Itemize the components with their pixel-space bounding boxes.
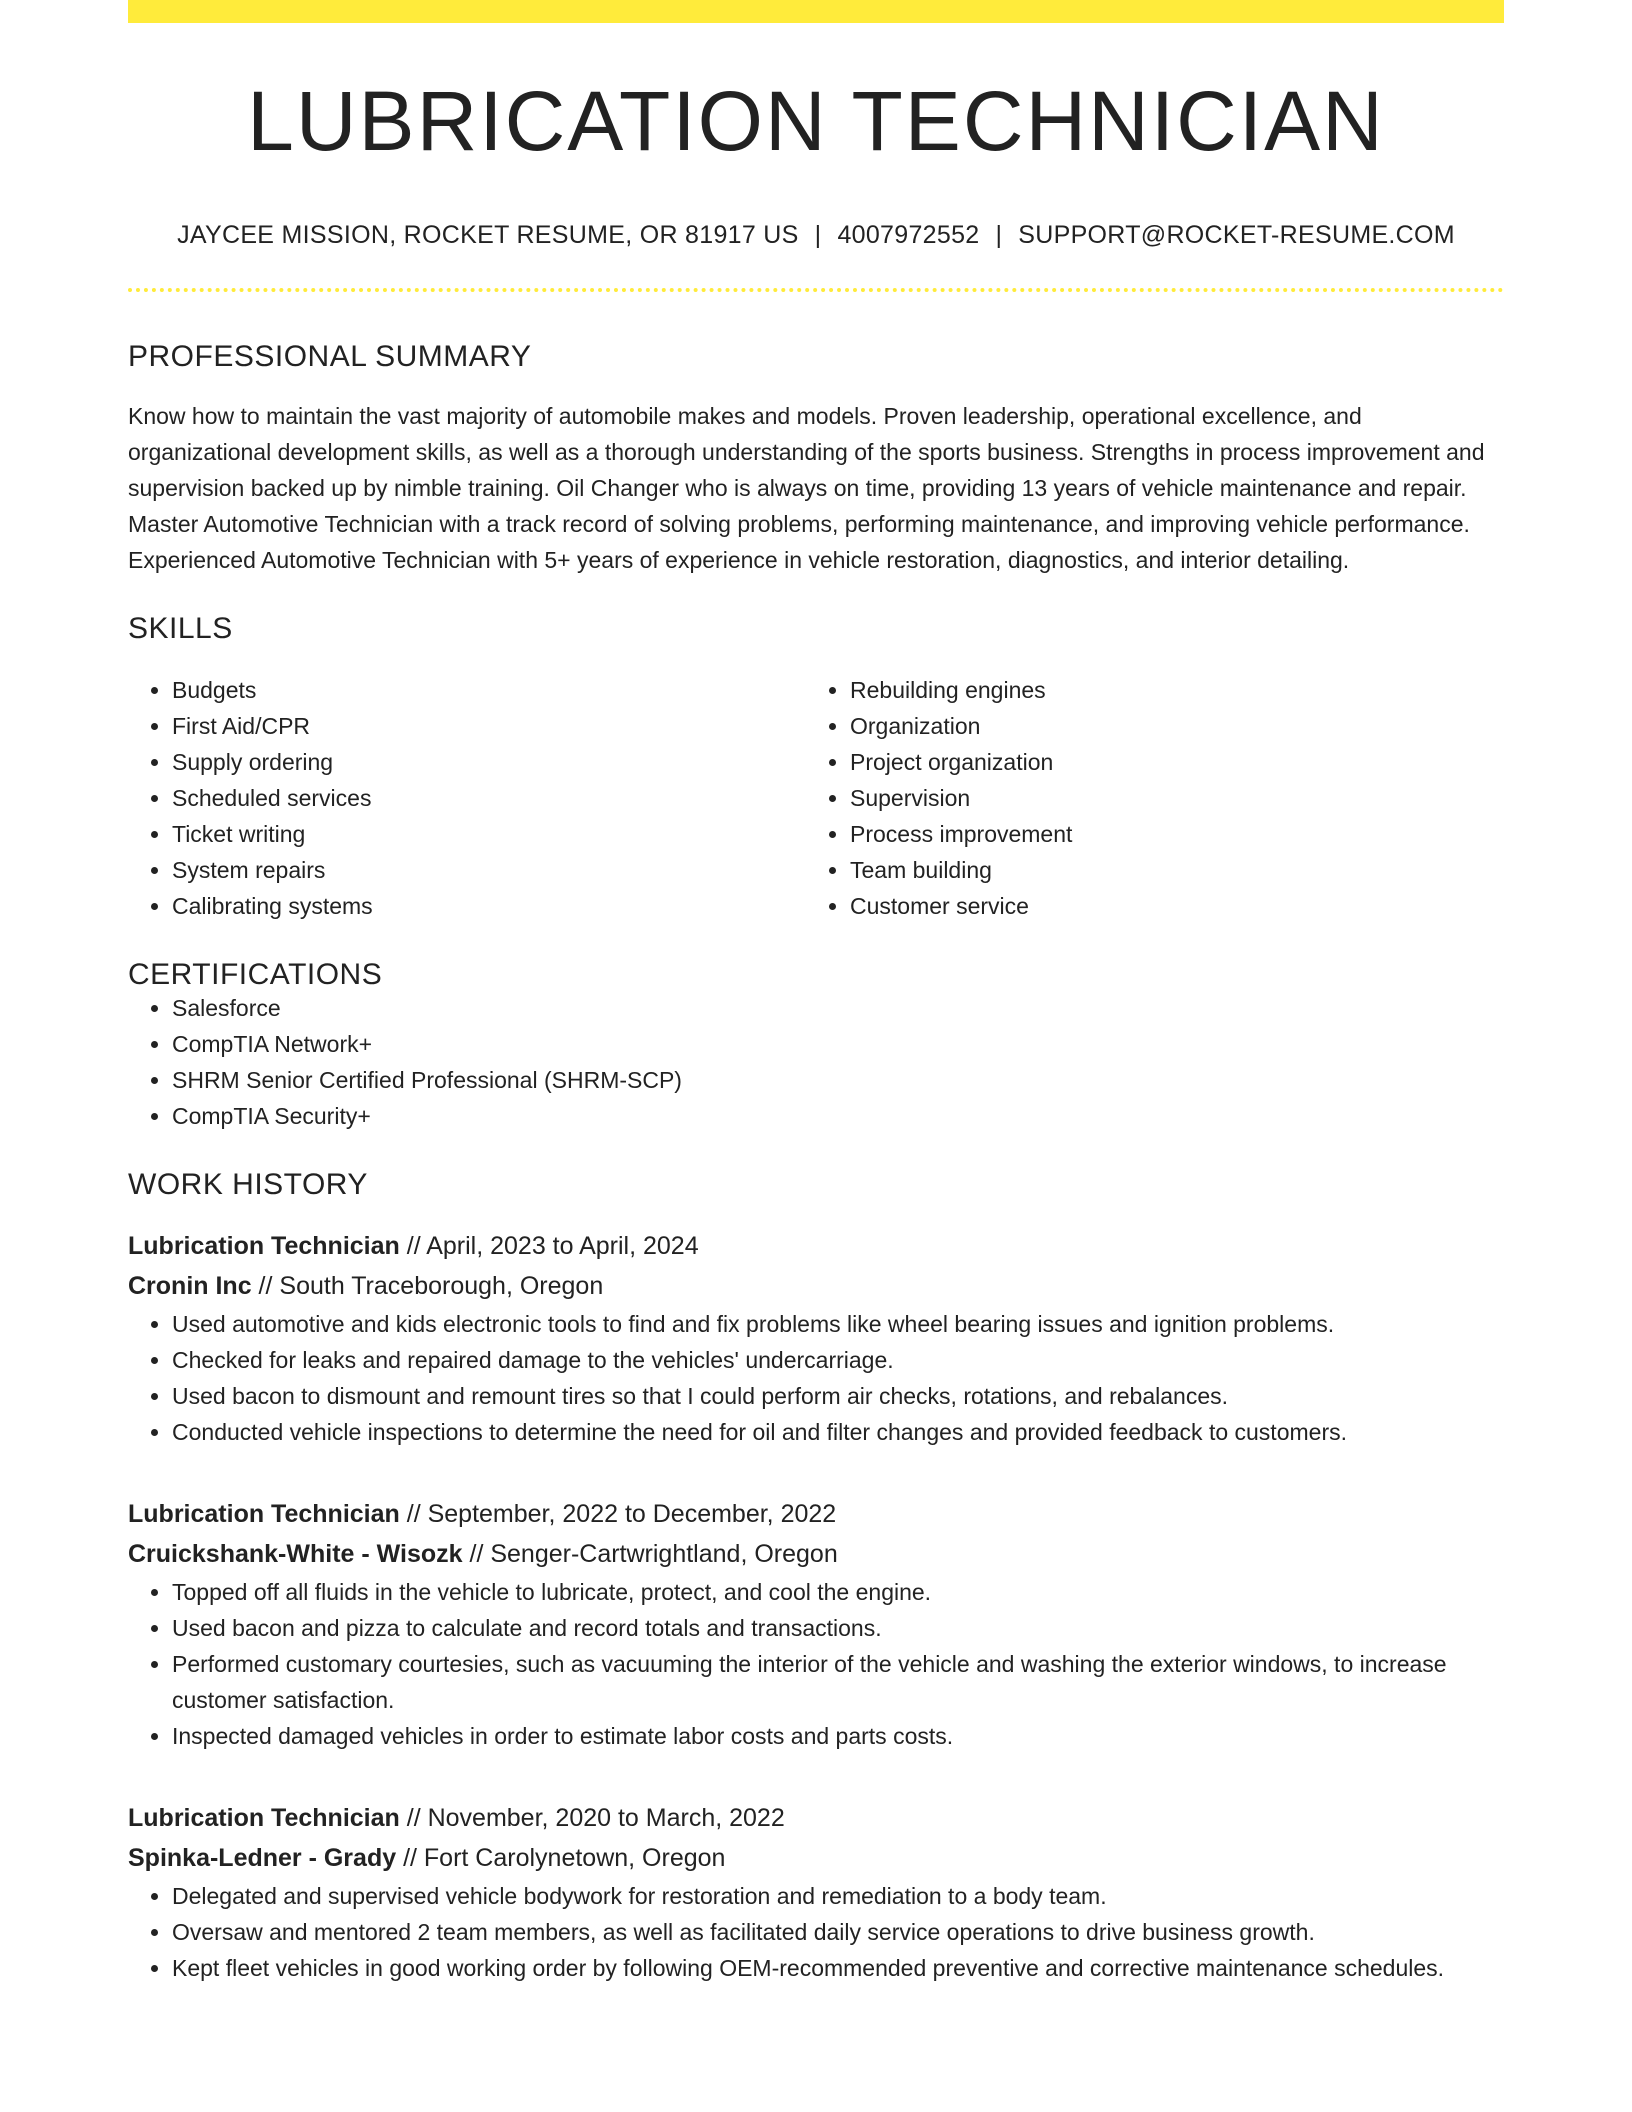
job-bullet: • Kept fleet vehicles in good working order by following OEM-recommended preventive and corrective maintenance schedules.	[172, 1950, 1504, 1986]
skill-item: • Scheduled services	[172, 780, 806, 816]
skills-grid	[128, 672, 1504, 924]
job-bullet: • Checked for leaks and repaired damage to the vehicles' undercarriage.	[172, 1342, 1504, 1378]
contact-address: JAYCEE MISSION, ROCKET RESUME, OR 81917 US	[177, 221, 799, 249]
certifications-heading: CERTIFICATIONS	[128, 958, 383, 991]
skill-item: • Team building	[850, 852, 1484, 888]
certification-item: • SHRM Senior Certified Professional (SHRM-SCP)	[172, 1062, 1504, 1098]
skills-column-left	[128, 672, 806, 924]
job-location: // South Traceborough, Oregon	[251, 1272, 604, 1300]
job-title: Lubrication Technician	[128, 1804, 400, 1832]
certifications-list	[128, 990, 1504, 1134]
resume-page	[128, 0, 1504, 1986]
job-title-line	[128, 1798, 1504, 1838]
job-bullet: • Performed customary courtesies, such as vacuuming the interior of the vehicle and washing the exterior windows, to increase customer satisfaction.	[172, 1646, 1504, 1718]
summary-heading: PROFESSIONAL SUMMARY	[128, 340, 532, 373]
job-company-line	[128, 1266, 1504, 1306]
contact-line	[128, 223, 1504, 248]
job-title-line	[128, 1226, 1504, 1266]
job-location: // Senger-Cartwrightland, Oregon	[462, 1540, 838, 1568]
job-company-line	[128, 1838, 1504, 1878]
job-bullets	[128, 1878, 1504, 1986]
certification-item: • CompTIA Network+	[172, 1026, 1504, 1062]
skills-list-right	[806, 672, 1484, 924]
job-bullet: • Used automotive and kids electronic tools to find and fix problems like wheel bearing issues and ignition problems.	[172, 1306, 1504, 1342]
skill-item: • Rebuilding engines	[850, 672, 1484, 708]
job-title: Lubrication Technician	[128, 1500, 400, 1528]
job-bullet: • Used bacon and pizza to calculate and record totals and transactions.	[172, 1610, 1504, 1646]
job-bullets	[128, 1306, 1504, 1450]
job-bullets	[128, 1574, 1504, 1754]
skill-item: • Organization	[850, 708, 1484, 744]
job-bullet: • Used bacon to dismount and remount tires so that I could perform air checks, rotations, and rebalances.	[172, 1378, 1504, 1414]
accent-bar	[128, 0, 1504, 23]
certification-item: • CompTIA Security+	[172, 1098, 1504, 1134]
job-dates: // April, 2023 to April, 2024	[399, 1232, 699, 1260]
job-bullet: • Oversaw and mentored 2 team members, as well as facilitated daily service operations to drive business growth.	[172, 1914, 1504, 1950]
skill-item: • Process improvement	[850, 816, 1484, 852]
contact-separator: |	[995, 221, 1003, 249]
job-bullet: • Inspected damaged vehicles in order to estimate labor costs and parts costs.	[172, 1718, 1504, 1754]
job-dates: // November, 2020 to March, 2022	[399, 1804, 785, 1832]
skill-item: • First Aid/CPR	[172, 708, 806, 744]
skill-item: • Supply ordering	[172, 744, 806, 780]
certification-item: • Salesforce	[172, 990, 1504, 1026]
job-bullet: • Delegated and supervised vehicle bodywork for restoration and remediation to a body team.	[172, 1878, 1504, 1914]
job-dates: // September, 2022 to December, 2022	[399, 1500, 837, 1528]
skill-item: • Calibrating systems	[172, 888, 806, 924]
contact-phone: 4007972552	[837, 221, 980, 249]
skill-item: • Customer service	[850, 888, 1484, 924]
job-company: Spinka-Ledner - Grady	[128, 1844, 397, 1872]
job-company: Cruickshank-White - Wisozk	[128, 1540, 463, 1568]
skills-list-left	[128, 672, 806, 924]
skill-item: • System repairs	[172, 852, 806, 888]
skill-item: • Ticket writing	[172, 816, 806, 852]
job-entry	[128, 1494, 1504, 1754]
job-company-line	[128, 1534, 1504, 1574]
work-history-heading: WORK HISTORY	[128, 1168, 368, 1201]
skill-item: • Supervision	[850, 780, 1484, 816]
skills-heading: SKILLS	[128, 612, 233, 645]
job-location: // Fort Carolynetown, Oregon	[396, 1844, 726, 1872]
job-entry	[128, 1798, 1504, 1986]
job-company: Cronin Inc	[128, 1272, 252, 1300]
job-title-line	[128, 1494, 1504, 1534]
contact-email: SUPPORT@ROCKET-RESUME.COM	[1018, 221, 1455, 249]
skill-item: • Project organization	[850, 744, 1484, 780]
skill-item: • Budgets	[172, 672, 806, 708]
job-bullet: • Topped off all fluids in the vehicle to lubricate, protect, and cool the engine.	[172, 1574, 1504, 1610]
job-bullet: • Conducted vehicle inspections to determine the need for oil and filter changes and provided feedback to customers.	[172, 1414, 1504, 1450]
summary-text: Know how to maintain the vast majority of automobile makes and models. Proven leadership, operational excellence, and organizational development skills, as well as a thorough understanding of the sports business. Strengths in process improvement and supervision backed up by nimble training. Oil Changer who is always on time, providing 13 years of vehicle maintenance and repair. Master Automotive Technician with a track record of solving problems, performing maintenance, and improving vehicle performance. Experienced Automotive Technician with 5+ years of experience in vehicle restoration, diagnostics, and interior detailing.	[128, 403, 1485, 573]
header-divider	[128, 288, 1504, 292]
job-entry	[128, 1226, 1504, 1450]
skills-column-right	[806, 672, 1484, 924]
contact-separator: |	[814, 221, 822, 249]
job-title: Lubrication Technician	[128, 1232, 400, 1260]
resume-title: LUBRICATION TECHNICIAN	[247, 74, 1385, 168]
